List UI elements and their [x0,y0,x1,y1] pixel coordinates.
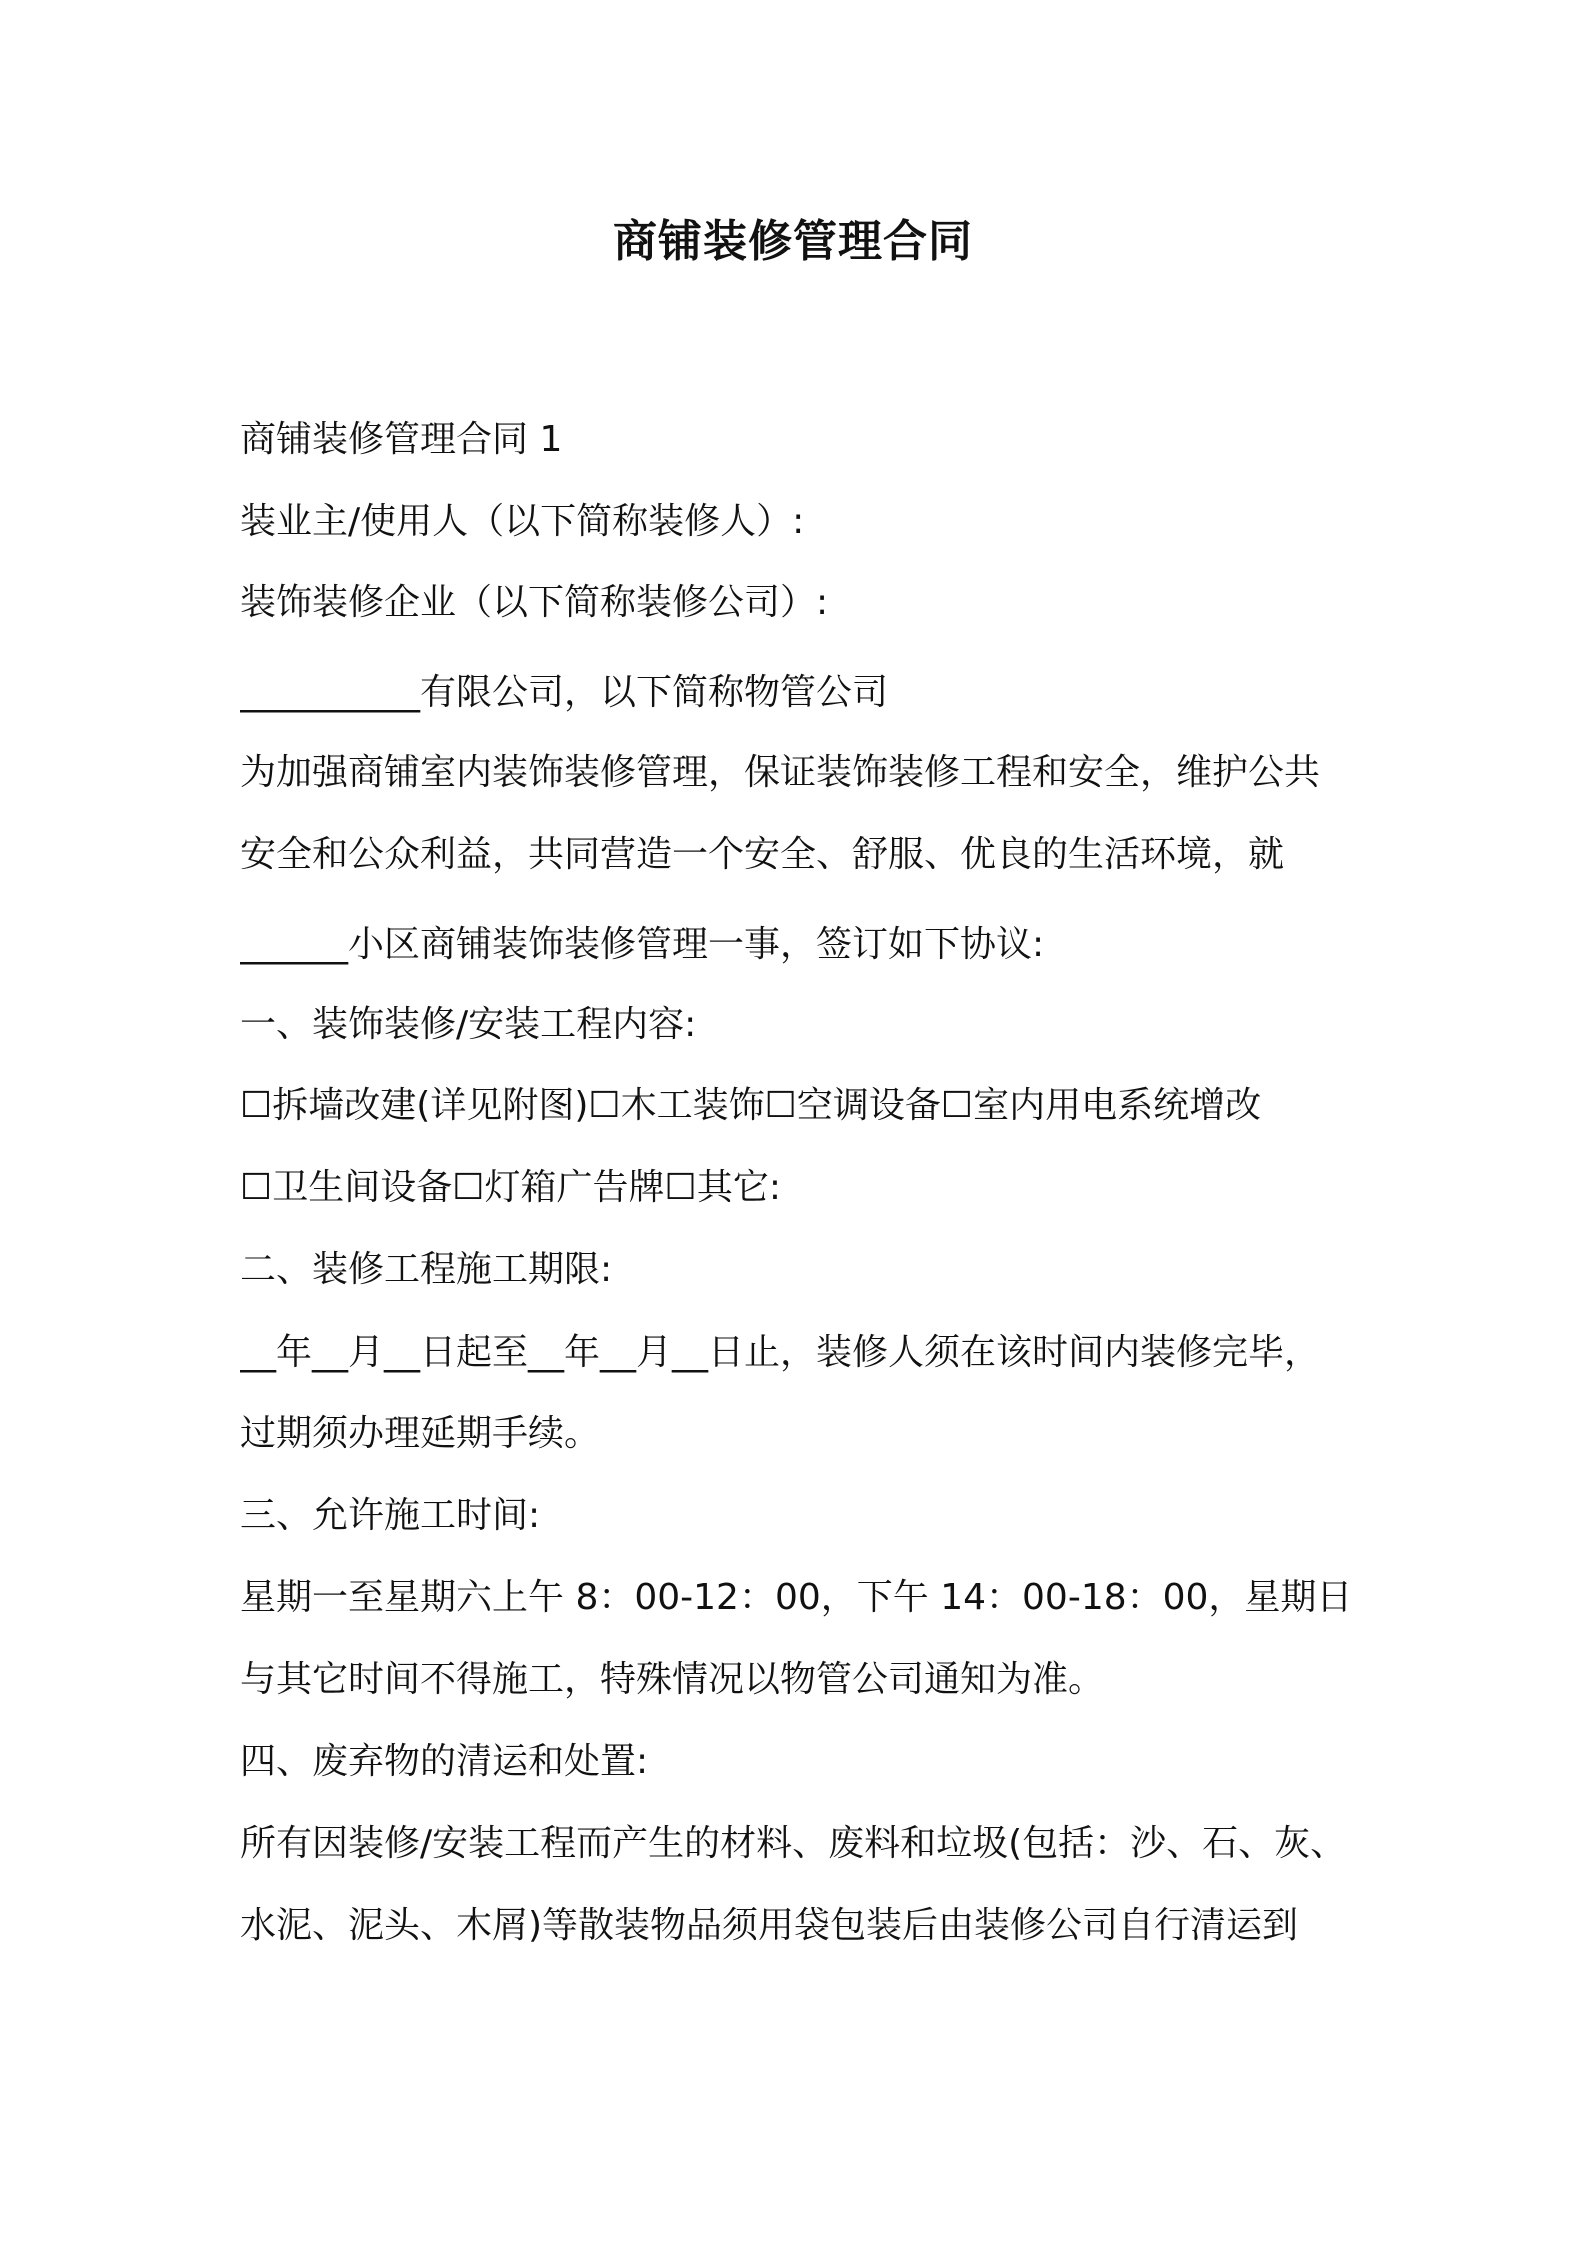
paragraph-line: 星期一至星期六上午 8：00-12：00，下午 14：00-18：00，星期日 [240,1577,1353,1618]
owner-party-line: 装业主/使用人（以下简称装修人）: [240,501,805,542]
paragraph-line: 为加强商铺室内装饰装修管理，保证装饰装修工程和安全，维护公共 [240,752,1321,793]
checkbox-options-line: ☐拆墙改建(详见附图)☐木工装饰☐空调设备☐室内用电系统增改 [240,1085,1262,1126]
paragraph-line: __年__月__日起至__年__月__日止，装修人须在该时间内装修完毕， [240,1332,1321,1373]
property-company-line: __________有限公司，以下简称物管公司 [240,672,889,713]
paragraph-line: 安全和公众利益，共同营造一个安全、舒服、优良的生活环境，就 [240,834,1285,875]
document-title: 商铺装修管理合同 [613,216,973,267]
checkbox-options-line: ☐卫生间设备☐灯箱广告牌☐其它: [240,1167,781,1208]
paragraph-line: 水泥、泥头、木屑)等散装物品须用袋包装后由装修公司自行清运到 [240,1905,1299,1946]
section-heading: 四、废弃物的清运和处置: [240,1741,649,1782]
paragraph-line: ______小区商铺装饰装修管理一事，签订如下协议: [240,924,1045,965]
section-heading: 二、装修工程施工期限: [240,1249,613,1290]
paragraph-line: 所有因装修/安装工程而产生的材料、废料和垃圾(包括：沙、石、灰、 [240,1823,1347,1864]
subtitle-line: 商铺装修管理合同 1 [240,419,563,460]
paragraph-line: 与其它时间不得施工，特殊情况以物管公司通知为准。 [240,1659,1105,1700]
decoration-company-line: 装饰装修企业（以下简称装修公司）: [240,582,829,623]
section-heading: 一、装饰装修/安装工程内容: [240,1004,697,1045]
section-heading: 三、允许施工时间: [240,1495,541,1536]
paragraph-line: 过期须办理延期手续。 [240,1413,601,1454]
